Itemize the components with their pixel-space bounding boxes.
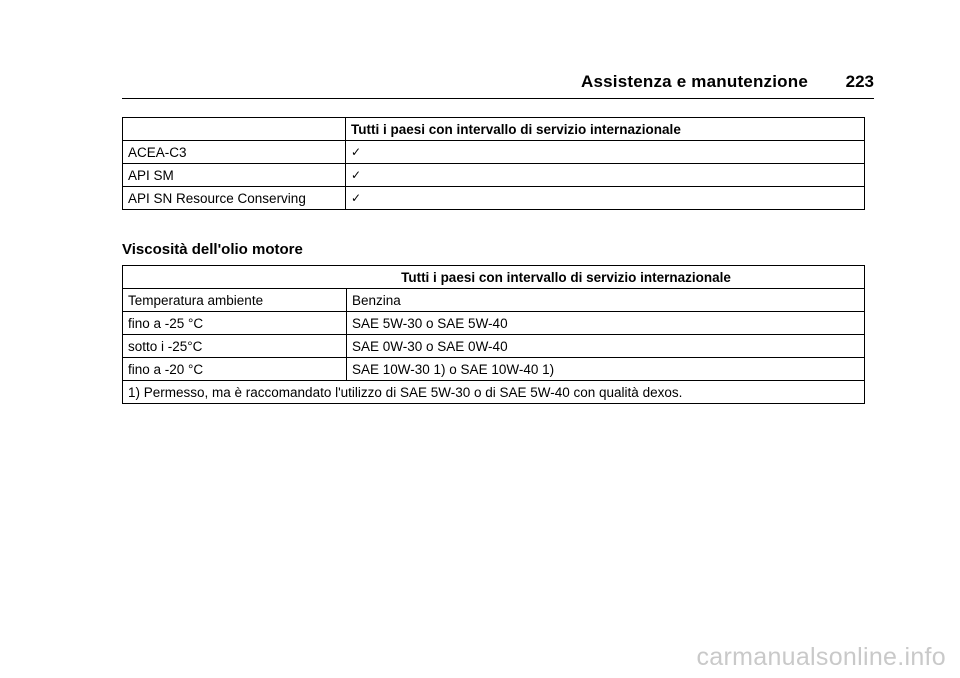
row-label: API SM — [123, 164, 346, 187]
row-label: API SN Resource Conserving — [123, 187, 346, 210]
viscosity-table — [122, 265, 865, 404]
table-row — [123, 312, 865, 335]
table-header-cell: Tutti i paesi con intervallo di servizio internazionale — [123, 266, 865, 289]
check-icon: ✓ — [346, 187, 865, 210]
row-label: ACEA-C3 — [123, 141, 346, 164]
table-row — [123, 164, 865, 187]
row-label: sotto i -25°C — [123, 335, 347, 358]
check-icon: ✓ — [346, 164, 865, 187]
row-label: Temperatura ambiente — [123, 289, 347, 312]
row-value: SAE 5W-30 o SAE 5W-40 — [347, 312, 865, 335]
page-header — [122, 70, 874, 99]
check-icon: ✓ — [346, 141, 865, 164]
row-value: SAE 0W-30 o SAE 0W-40 — [347, 335, 865, 358]
section-heading: Viscosità dell'olio motore — [122, 241, 303, 258]
row-value: SAE 10W-30 1) o SAE 10W-40 1) — [347, 358, 865, 381]
table-footnote-row — [123, 381, 865, 404]
table-footnote: 1) Permesso, ma è raccomandato l'utilizzo di SAE 5W-30 o di SAE 5W-40 con qualità dexos. — [123, 381, 865, 404]
row-value: Benzina — [347, 289, 865, 312]
oil-spec-table — [122, 117, 865, 210]
table-row — [123, 187, 865, 210]
table-header-cell: Tutti i paesi con intervallo di servizio internazionale — [346, 118, 865, 141]
header-title: Assistenza e manutenzione — [580, 72, 808, 91]
table-header-row — [123, 118, 865, 141]
table-row — [123, 335, 865, 358]
table-header-row — [123, 266, 865, 289]
row-label: fino a -20 °C — [123, 358, 347, 381]
row-label: fino a -25 °C — [123, 312, 347, 335]
table-row — [123, 358, 865, 381]
watermark: carmanualsonline.info — [696, 643, 946, 671]
table-header-empty-cell — [123, 118, 346, 141]
page-number: 223 — [845, 72, 874, 91]
table-row — [123, 289, 865, 312]
table-row — [123, 141, 865, 164]
